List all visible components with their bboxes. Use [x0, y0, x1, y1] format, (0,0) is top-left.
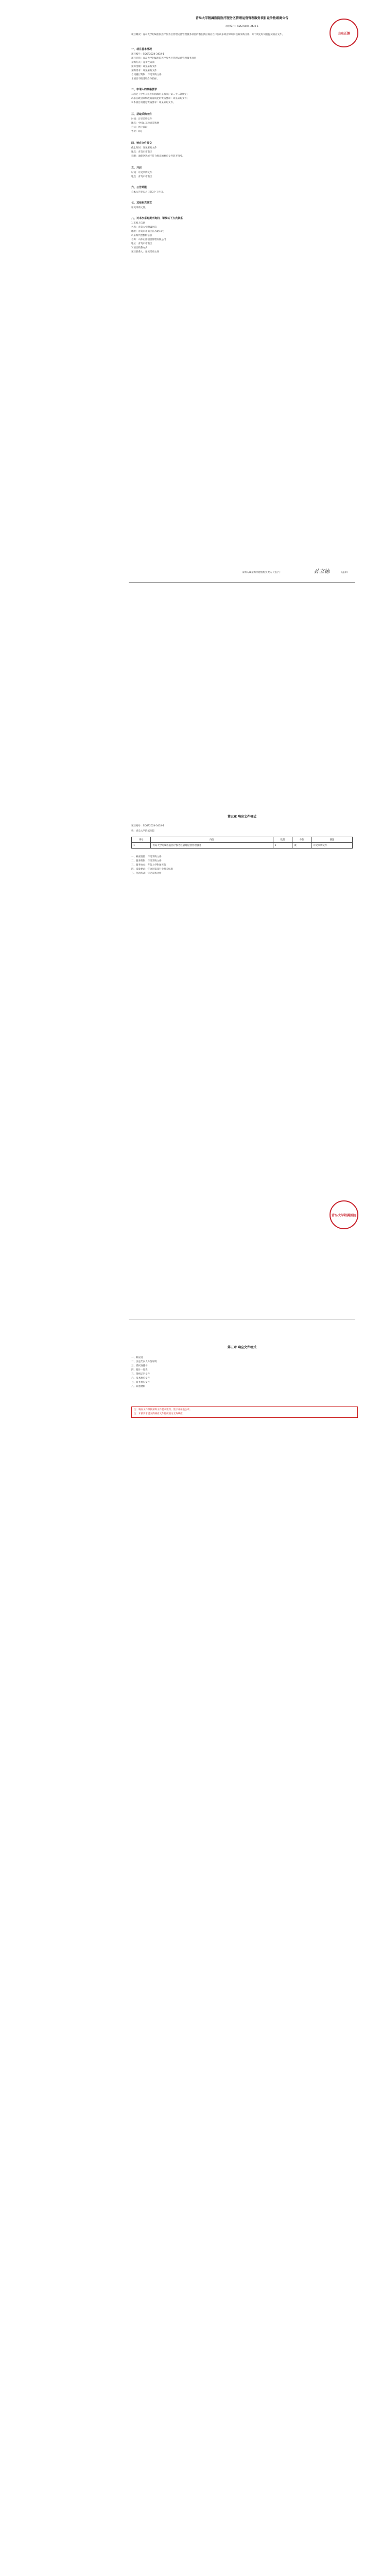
section-heading: 八、对本次采购提出询问，请按以下方式联系 [131, 217, 183, 220]
table-cell: 项 [292, 843, 311, 849]
section-item: 七、商务响应文件 [131, 1381, 150, 1384]
body-line: 时间：详见采购文件 [131, 172, 152, 174]
contact-line: 名称：青岛大学附属医院 [131, 226, 157, 229]
official-seal [330, 1200, 358, 1229]
section-item: 一、响应函 [131, 1357, 143, 1359]
body-line: 本项目不接受联合体投标。 [131, 78, 159, 80]
section-item: 八、其他材料 [131, 1385, 145, 1388]
body-line: 采购需求：详见采购文件 [131, 70, 157, 72]
section-body [131, 146, 353, 159]
table-cell: 1 [132, 843, 151, 849]
section-item: 六、技术响应文件 [131, 1377, 150, 1380]
body-line: 说明：逾期送达或不符合规定的响应文件恕不接受。 [131, 155, 185, 158]
table-header-cell: 内容 [151, 837, 273, 843]
section-body [131, 53, 353, 81]
section-heading: 一、项目基本情况 [131, 48, 152, 51]
contact-line: 地址：青岛市市南区 [131, 243, 152, 245]
body-line: 地点：中国山东政府采购网 [131, 122, 159, 125]
contact-line: 地址：青岛市市南区江苏路16号 [131, 230, 165, 233]
body-line: 1.满足《中华人民共和国政府采购法》第二十二条规定； [131, 93, 189, 96]
contact-line: 名称：山东正源项目管理有限公司 [131, 239, 166, 241]
date-label: （盖章） [340, 571, 349, 574]
note-line: 二、服务期限：详见采购文件 [131, 860, 162, 862]
form-page [0, 804, 381, 1329]
page-title: 青岛大学附属医院医疗服务区管理运营管理服务项目竞争性磋商公告 [195, 16, 288, 20]
section-item: 二、法定代表人身份证明 [131, 1361, 157, 1363]
notes-block [131, 855, 353, 876]
body-line: 预算金额：详见采购文件 [131, 65, 157, 68]
table-body [132, 843, 353, 849]
table-header-cell: 备注 [311, 837, 353, 843]
table-header-cell: 数量 [273, 837, 292, 843]
note-line: 一、响应报价：详见采购文件 [131, 856, 162, 858]
body-line: 2.落实政府采购政策需满足的资格要求：详见采购文件； [131, 97, 189, 100]
section-heading: 四、响应文件提交 [131, 142, 152, 145]
announcement-page [0, 0, 381, 804]
note-line: 五、付款方式：详见采购文件 [131, 872, 162, 875]
red-notice-line: 注：未按要求提交的响应文件将被视为无效响应。 [134, 1413, 185, 1415]
section-heading: 三、获取采购文件 [131, 113, 152, 116]
table-cell: 详见采购文件 [311, 843, 353, 849]
body-line: 自本公告发布之日起3个工作日。 [131, 191, 165, 194]
contact-line: 1.采购人信息 [131, 222, 145, 225]
table-header-cell: 单位 [292, 837, 311, 843]
body-line: 截止时间：详见采购文件 [131, 147, 157, 149]
section-heading: 六、公告期限 [131, 186, 147, 189]
contact-line: 2.采购代理机构信息 [131, 234, 152, 237]
page-title: 第五章 响应文件格式 [227, 815, 257, 819]
section-heading: 五、开启 [131, 166, 142, 170]
section-item: 四、报价一览表 [131, 1369, 148, 1371]
page-divider [129, 582, 355, 583]
body-line: 售价：0元 [131, 130, 142, 133]
body-line: 合同履行期限：详见采购文件 [131, 74, 162, 76]
table-row [132, 843, 353, 849]
project-number: 项目编号：SDGP2024-3432-1 [131, 825, 165, 827]
body-line: 时间：详见采购文件 [131, 118, 152, 121]
table-header-cell: 序号 [132, 837, 151, 843]
sections-list [131, 1356, 353, 1389]
signature-label: 采购人或采购代理机构负责人（签字）： [242, 571, 283, 574]
table-header-row [132, 837, 353, 843]
table-cell: 1 [273, 843, 292, 849]
section-body [131, 117, 353, 134]
body-line: 项目名称：青岛大学附属医院医疗服务区管理运营管理服务项目 [131, 57, 196, 60]
table-cell: 青岛大学附属医院医疗服务区管理运营管理服务 [151, 843, 273, 849]
section-item: 五、资格证明文件 [131, 1373, 150, 1376]
body-line: 方式：网上获取 [131, 126, 148, 129]
section-body [131, 93, 353, 105]
red-notice-box [131, 1406, 358, 1418]
contact-block [131, 222, 353, 255]
quote-table [131, 837, 353, 849]
section-body [131, 191, 353, 195]
section-item: 三、授权委托书 [131, 1365, 148, 1367]
seal-text: 青岛大学附属医院 [331, 1213, 356, 1217]
project-number: 项目编号：SDGP2024-3432-1 [225, 25, 259, 28]
body-line: 地点：青岛市市南区 [131, 176, 152, 178]
recipient-line: 致：青岛大学附属医院 [131, 830, 154, 833]
intro-paragraph: 项目概况：青岛大学附属医院医疗服务区管理运营管理服务项目的潜在供应商应在中国山东政府采购网获取采购文件，并于规定时间前提交响应文件。 [131, 33, 284, 36]
seal-text: 山东正源 [337, 31, 350, 36]
official-seal [330, 19, 358, 47]
section-body [131, 206, 353, 210]
body-line: 采购方式：竞争性磋商 [131, 61, 154, 64]
contact-line: 项目联系人：详见采购文件 [131, 251, 159, 253]
section-heading: 七、其他补充事宜 [131, 201, 152, 205]
section-body [131, 171, 353, 179]
note-line: 三、服务地点：青岛大学附属医院 [131, 864, 166, 867]
section-heading: 二、申请人的资格要求 [131, 88, 158, 91]
note-line: 四、质量要求：符合国家及行业相关标准 [131, 868, 173, 871]
red-notice-line: 注：响应文件须按采购文件要求密封、签字并加盖公章。 [134, 1409, 192, 1411]
body-line: 详见采购文件。 [131, 207, 148, 209]
format-page [0, 1329, 381, 2576]
body-line: 项目编号：SDGP2024-3432-1 [131, 53, 165, 56]
page-title: 第五章 响应文件格式 [227, 1346, 257, 1349]
handwritten-signature: 孙立德 [314, 569, 330, 574]
contact-line: 3.项目联系方式 [131, 247, 148, 249]
body-line: 3.本项目的特定资格要求：详见采购文件。 [131, 101, 176, 104]
body-line: 地点：青岛市市南区 [131, 151, 152, 154]
